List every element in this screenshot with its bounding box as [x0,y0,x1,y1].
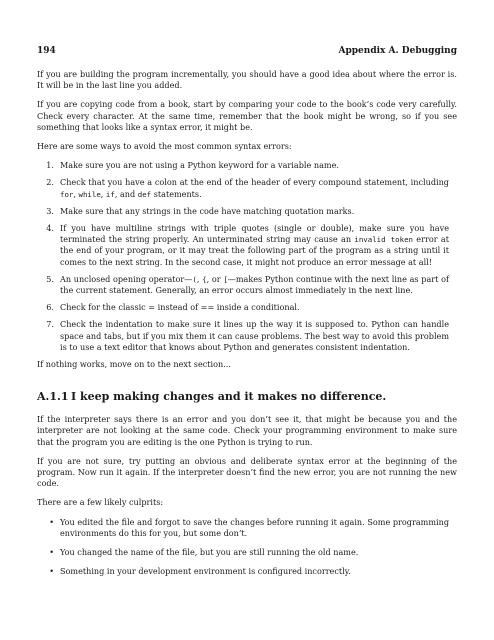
culprits-list [37,517,457,578]
syntax-error-list [37,160,457,353]
bullet-icon: • [49,547,54,558]
list-item [37,177,457,199]
text-run: , [100,188,106,199]
bullet-icon: • [49,516,54,527]
section-number: A.1.1 [37,390,69,404]
list-item-text: Check for the classic = instead of == inside a conditional. [60,302,300,313]
text-run: statements. [151,188,202,199]
bullet-item [37,517,457,539]
bullet-item [37,547,457,558]
body-paragraph-3: There are a few likely culprits: [37,497,164,508]
list-item [37,160,457,171]
chapter-title: Appendix A. Debugging [338,46,457,56]
list-item-number: 3. [46,205,54,216]
document-page [37,46,457,586]
list-item-number: 6. [46,302,54,313]
intro-paragraph-3: Here are some ways to avoid the most common syntax errors: [37,141,292,152]
list-item-text: Make sure you are not using a Python keyword for a variable name. [60,160,339,171]
code-keyword-for: for [60,189,74,199]
section-title: I keep making changes and it makes no difference. [71,390,387,404]
list-item-number: 5. [46,273,54,284]
text-run: If you have multiline strings with triple quotes (single or double), make sure you have terminated the string properly. An unterminated string may cause an [60,223,449,245]
list-item-number: 4. [46,223,54,234]
code-keyword-while: while [78,189,101,199]
list-item [37,274,457,296]
list-item-text [60,177,457,199]
intro-paragraph-1: If you are building the program incrementally, you should have a good idea about where the error is. It will be in the last line you added. [37,69,457,91]
list-item [37,302,457,313]
list-item [37,206,457,217]
code-invalid-token: invalid token [354,235,413,245]
bullet-icon: • [49,566,54,577]
list-item-number: 1. [46,160,54,171]
body-paragraph-2: If you are not sure, try putting an obvious and deliberate syntax error at the beginning of the program. Now run it again. If the interpreter doesn’t find the new error, you are not running the new code. [37,455,457,489]
section-heading [37,390,457,404]
list-item-text [60,274,457,296]
text-run: , or [206,273,224,284]
running-head [37,46,457,57]
list-item-number: 7. [46,319,54,330]
text-run: , and [114,188,138,199]
page-number: 194 [37,46,56,56]
text-run: error at the end of your program, or it may treat the following part of the program as a string until it comes to the next string. In the second case, it might not produce an error message at all! [60,234,449,267]
text-run: , [196,273,203,284]
list-item-text [60,223,457,268]
code-keyword-if: if [105,189,115,199]
list-item-text: Make sure that any strings in the code have matching quotation marks. [60,205,355,216]
intro-paragraph-2: If you are copying code from a book, start by comparing your code to the book’s code very carefully. Check every character. At the same time, remember that the book might be wrong, so if you see something that looks like a syntax error, it might be. [37,99,457,132]
text-run: Check that you have a colon at the end of the header of every compound statement, including [60,177,449,188]
list-item-number: 2. [46,177,54,188]
text-run: An unclosed opening operator— [60,273,193,284]
list-item [37,319,457,353]
list-item-text: Check the indentation to make sure it lines up the way it is supposed to. Python can handle space and tabs, but if you mix them it can cause problems. The best way to avoid this problem is to use a text editor that knows about Python and generates consistent indentation. [60,319,449,352]
bullet-text: You changed the name of the file, but you are still running the old name. [60,547,359,558]
bullet-text: You edited the file and forgot to save the changes before running it again. Some programming environments do this for you, but some don’t. [60,516,449,538]
bullet-item [37,566,457,577]
bullet-text: Something in your development environment is configured incorrectly. [60,566,351,577]
code-keyword-def: def [137,189,152,199]
code-paren: ( [192,274,197,284]
text-run: —makes Python continue with the next line as part of the current statement. Generally, an error occurs almost immediately in the next line. [60,273,449,296]
after-list-paragraph: If nothing works, move on to the next section... [37,359,231,370]
body-paragraph-1: If the interpreter says there is an error and you don’t see it, that might be because you and the interpreter are not looking at the same code. Check your programming environment to make sure that the program you are editing is the one Python is trying to run. [37,414,457,447]
text-run: , [73,188,79,199]
code-brace: { [202,274,207,284]
code-bracket: [ [223,274,228,284]
list-item [37,223,457,268]
